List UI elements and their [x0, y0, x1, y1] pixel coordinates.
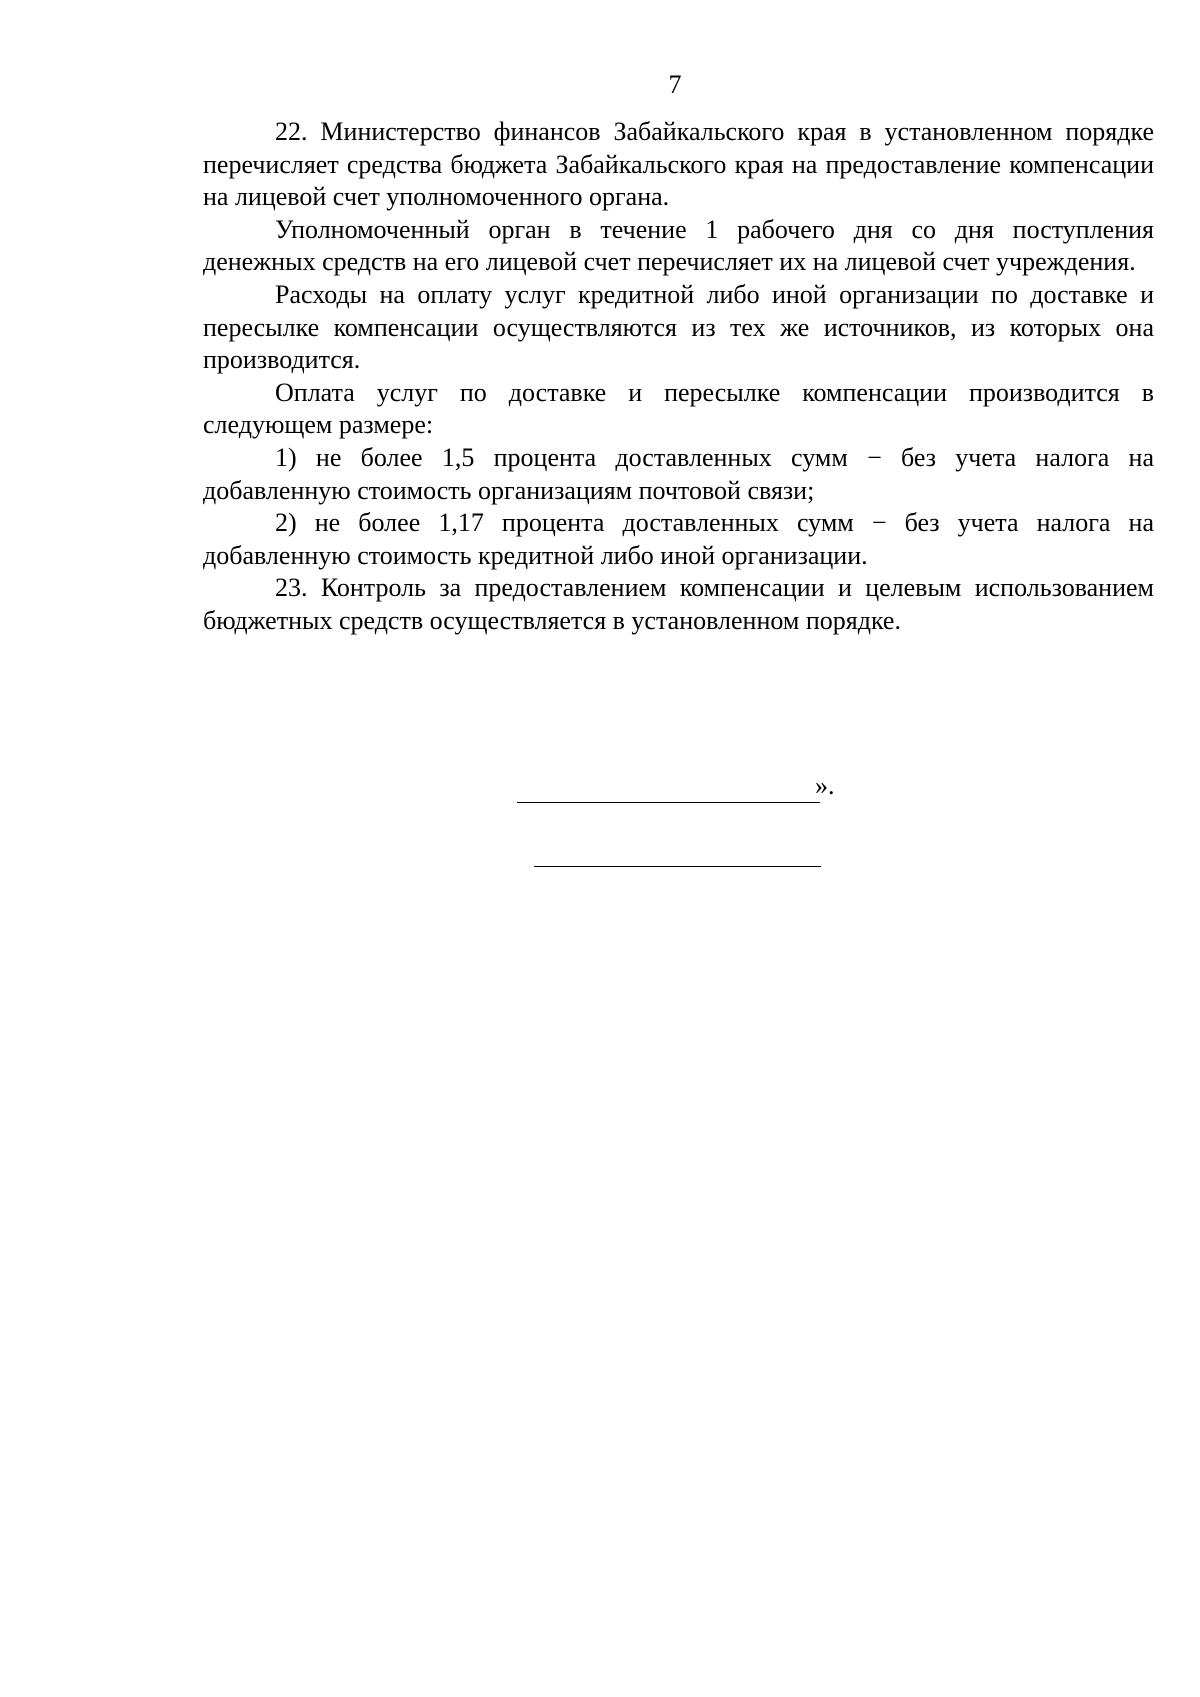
- paragraph-payment-size: Оплата услуг по доставке и пересылке компенсации производится в следующем размере:: [203, 377, 1154, 440]
- closing-quote-mark: ».: [815, 771, 835, 800]
- paragraph-expenses: Расходы на оплату услуг кредитной либо иной организации по доставке и пересылке компенсации осуществляются из тех же источников, из которых она производится.: [203, 279, 1154, 375]
- paragraph-22: 22. Министерство финансов Забайкальского края в установленном порядке перечисляет средства бюджета Забайкальского края на предоставление компенсации на лицевой счет уполномоченного органа.: [203, 117, 1154, 212]
- end-of-document-rule: [534, 866, 821, 867]
- document-body: [203, 116, 1154, 638]
- list-item-1: 1) не более 1,5 процента доставленных сумм − без учета налога на добавленную стоимость организациям почтовой связи;: [203, 442, 1154, 505]
- closing-signature-block: [517, 770, 837, 806]
- paragraph-transfer: Уполномоченный орган в течение 1 рабочего дня со дня поступления денежных средств на его лицевой счет перечисляет их на лицевой счет учреждения.: [203, 214, 1154, 277]
- paragraph-23: 23. Контроль за предоставлением компенсации и целевым использованием бюджетных средств осуществляется в установленном порядке.: [203, 573, 1154, 635]
- closing-rule: [517, 802, 820, 803]
- page-number: 7: [668, 70, 682, 99]
- list-item-2: 2) не более 1,17 процента доставленных сумм − без учета налога на добавленную стоимость кредитной либо иной организации.: [203, 508, 1154, 570]
